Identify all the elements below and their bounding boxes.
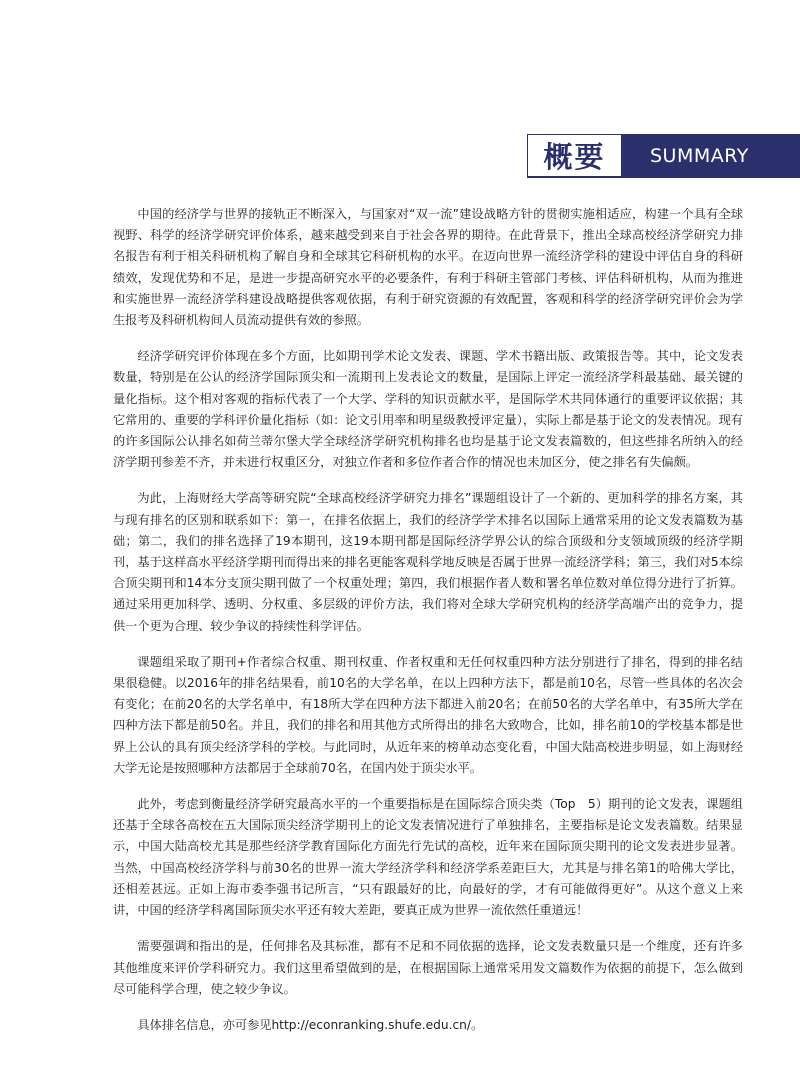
title-cn-box: [527, 134, 622, 177]
paragraph-4: 课题组采取了期刊+作者综合权重、期刊权重、作者权重和无任何权重四种方法分别进行了排名，得到的排名结果很稳健。以2016年的排名结果看，前10名的大学名单，在以上四种方法下，都是前10名，尽管一些具体的名次会有变化；在前20名的大学名单中，有18所大学在四种方法下都进入前20名；在前50名的大学名单中，有35所大学在四种方法下都是前50名。并且，我们的排名和用其他方式所得出的排名大致吻合，比如，排名前10的学校基本都是世界上公认的具有顶尖经济学科的学校。与此同时，从近年来的榜单动态变化看，中国大陆高校进步明显，如上海财经大学无论是按照哪种方法都居于全球前70名，在国内处于顶尖水平。: [113, 654, 743, 775]
header-rule: [527, 177, 800, 178]
page-title-en: SUMMARY: [650, 144, 749, 167]
paragraph-3: 为此，上海财经大学高等研究院“全球高校经济学研究力排名”课题组设计了一个新的、更加科学的排名方案，其与现有排名的区别和联系如下：第一，在排名依据上，我们的经济学学术排名以国际上通常采用的论文发表篇数为基础；第二，我们的排名选择了19本期刊，这19本期刊都是国际经济学界公认的综合顶级和分支领域顶级的经济学期刊，基于这样高水平经济学期刊而得出来的排名更能客观科学地反映是否属于世界一流经济学科；第三，我们对5本综合顶尖期刊和14本分支顶尖期刊做了一个权重处理；第四，我们根据作者人数和署名单位数对单位得分进行了折算。通过采用更加科学、透明、分权重、多层级的评价方法，我们将对全球大学研究机构的经济学高端产出的竞争力，提供一个更为合理、较少争议的持续性科学评估。: [113, 491, 743, 633]
summary-body: [113, 204, 743, 1051]
page-title-cn: 概要: [543, 140, 606, 174]
paragraph-6: 需要强调和指出的是，任何排名及其标准，都有不足和不同依据的选择，论文发表数量只是一个维度，还有许多其他维度来评价学科研究力。我们这里希望做到的是，在根据国际上通常采用发文篇数作为依据的前提下，怎么做到尽可能科学合理，使之较少争议。: [113, 939, 743, 996]
paragraph-1: 中国的经济学与世界的接轨正不断深入，与国家对“双一流”建设战略方针的贯彻实施相适应，构建一个具有全球视野、科学的经济学研究评价体系，越来越受到来自于社会各界的期待。在此背景下，推出全球高校经济学研究力排名报告有利于相关科研机构了解自身和全球其它科研机构的水平。在迈向世界一流经济学科的建设中评估自身的科研绩效，发现优势和不足，是进一步提高研究水平的必要条件，有利于科研主管部门考核、评估科研机构，从而为推进和实施世界一流经济学科建设战略提供客观依据，有利于研究资源的有效配置，客观和科学的经济学研究评价会为学生报考及科研机构间人员流动提供有效的参照。: [113, 207, 743, 328]
title-en-box: [622, 134, 800, 177]
paragraph-5: 此外，考虑到衡量经济学研究最高水平的一个重要指标是在国际综合顶尖类（Top 5）期刊的论文发表，课题组还基于全球各高校在五大国际顶尖经济学期刊上的论文发表情况进行了单独排名，主要指标是论文发表篇数。结果显示，中国大陆高校尤其是那些经济学教育国际化方面先行先试的高校，近年来在国际顶尖期刊的论文发表进步显著。当然，中国高校经济学科与前30名的世界一流大学经济学科和经济学系差距巨大，尤其是与排名第1的哈佛大学比，还相差甚远。正如上海市委李强书记所言，“只有跟最好的比，向最好的学，才有可能做得更好”。从这个意义上来讲，中国的经济学科离国际顶尖水平还有较大差距，要真正成为世界一流依然任重道远！: [113, 797, 743, 918]
paragraph-7: 具体排名信息，亦可参见http://econranking.shufe.edu.cn/。: [137, 1017, 484, 1032]
paragraph-2: 经济学研究评价体现在多个方面，比如期刊学术论文发表、课题、学术书籍出版、政策报告等。其中，论文发表数量，特别是在公认的经济学国际顶尖和一流期刊上发表论文的数量，是国际上评定一流经济学科最基础、最关键的量化指标。这个相对客观的指标代表了一个大学、学科的知识贡献水平，是国际学术共同体通行的重要评议依据；其它常用的、重要的学科评价量化指标（如：论文引用率和明星级教授评定量），实际上都是基于论文的发表情况。现有的许多国际公认排名如荷兰蒂尔堡大学全球经济学研究机构排名也均是基于论文发表篇数的，但这些排名所纳入的经济学期刊参差不齐，并未进行权重区分，对独立作者和多位作者合作的情况也未加区分，使之排名有失偏颇。: [113, 349, 743, 470]
